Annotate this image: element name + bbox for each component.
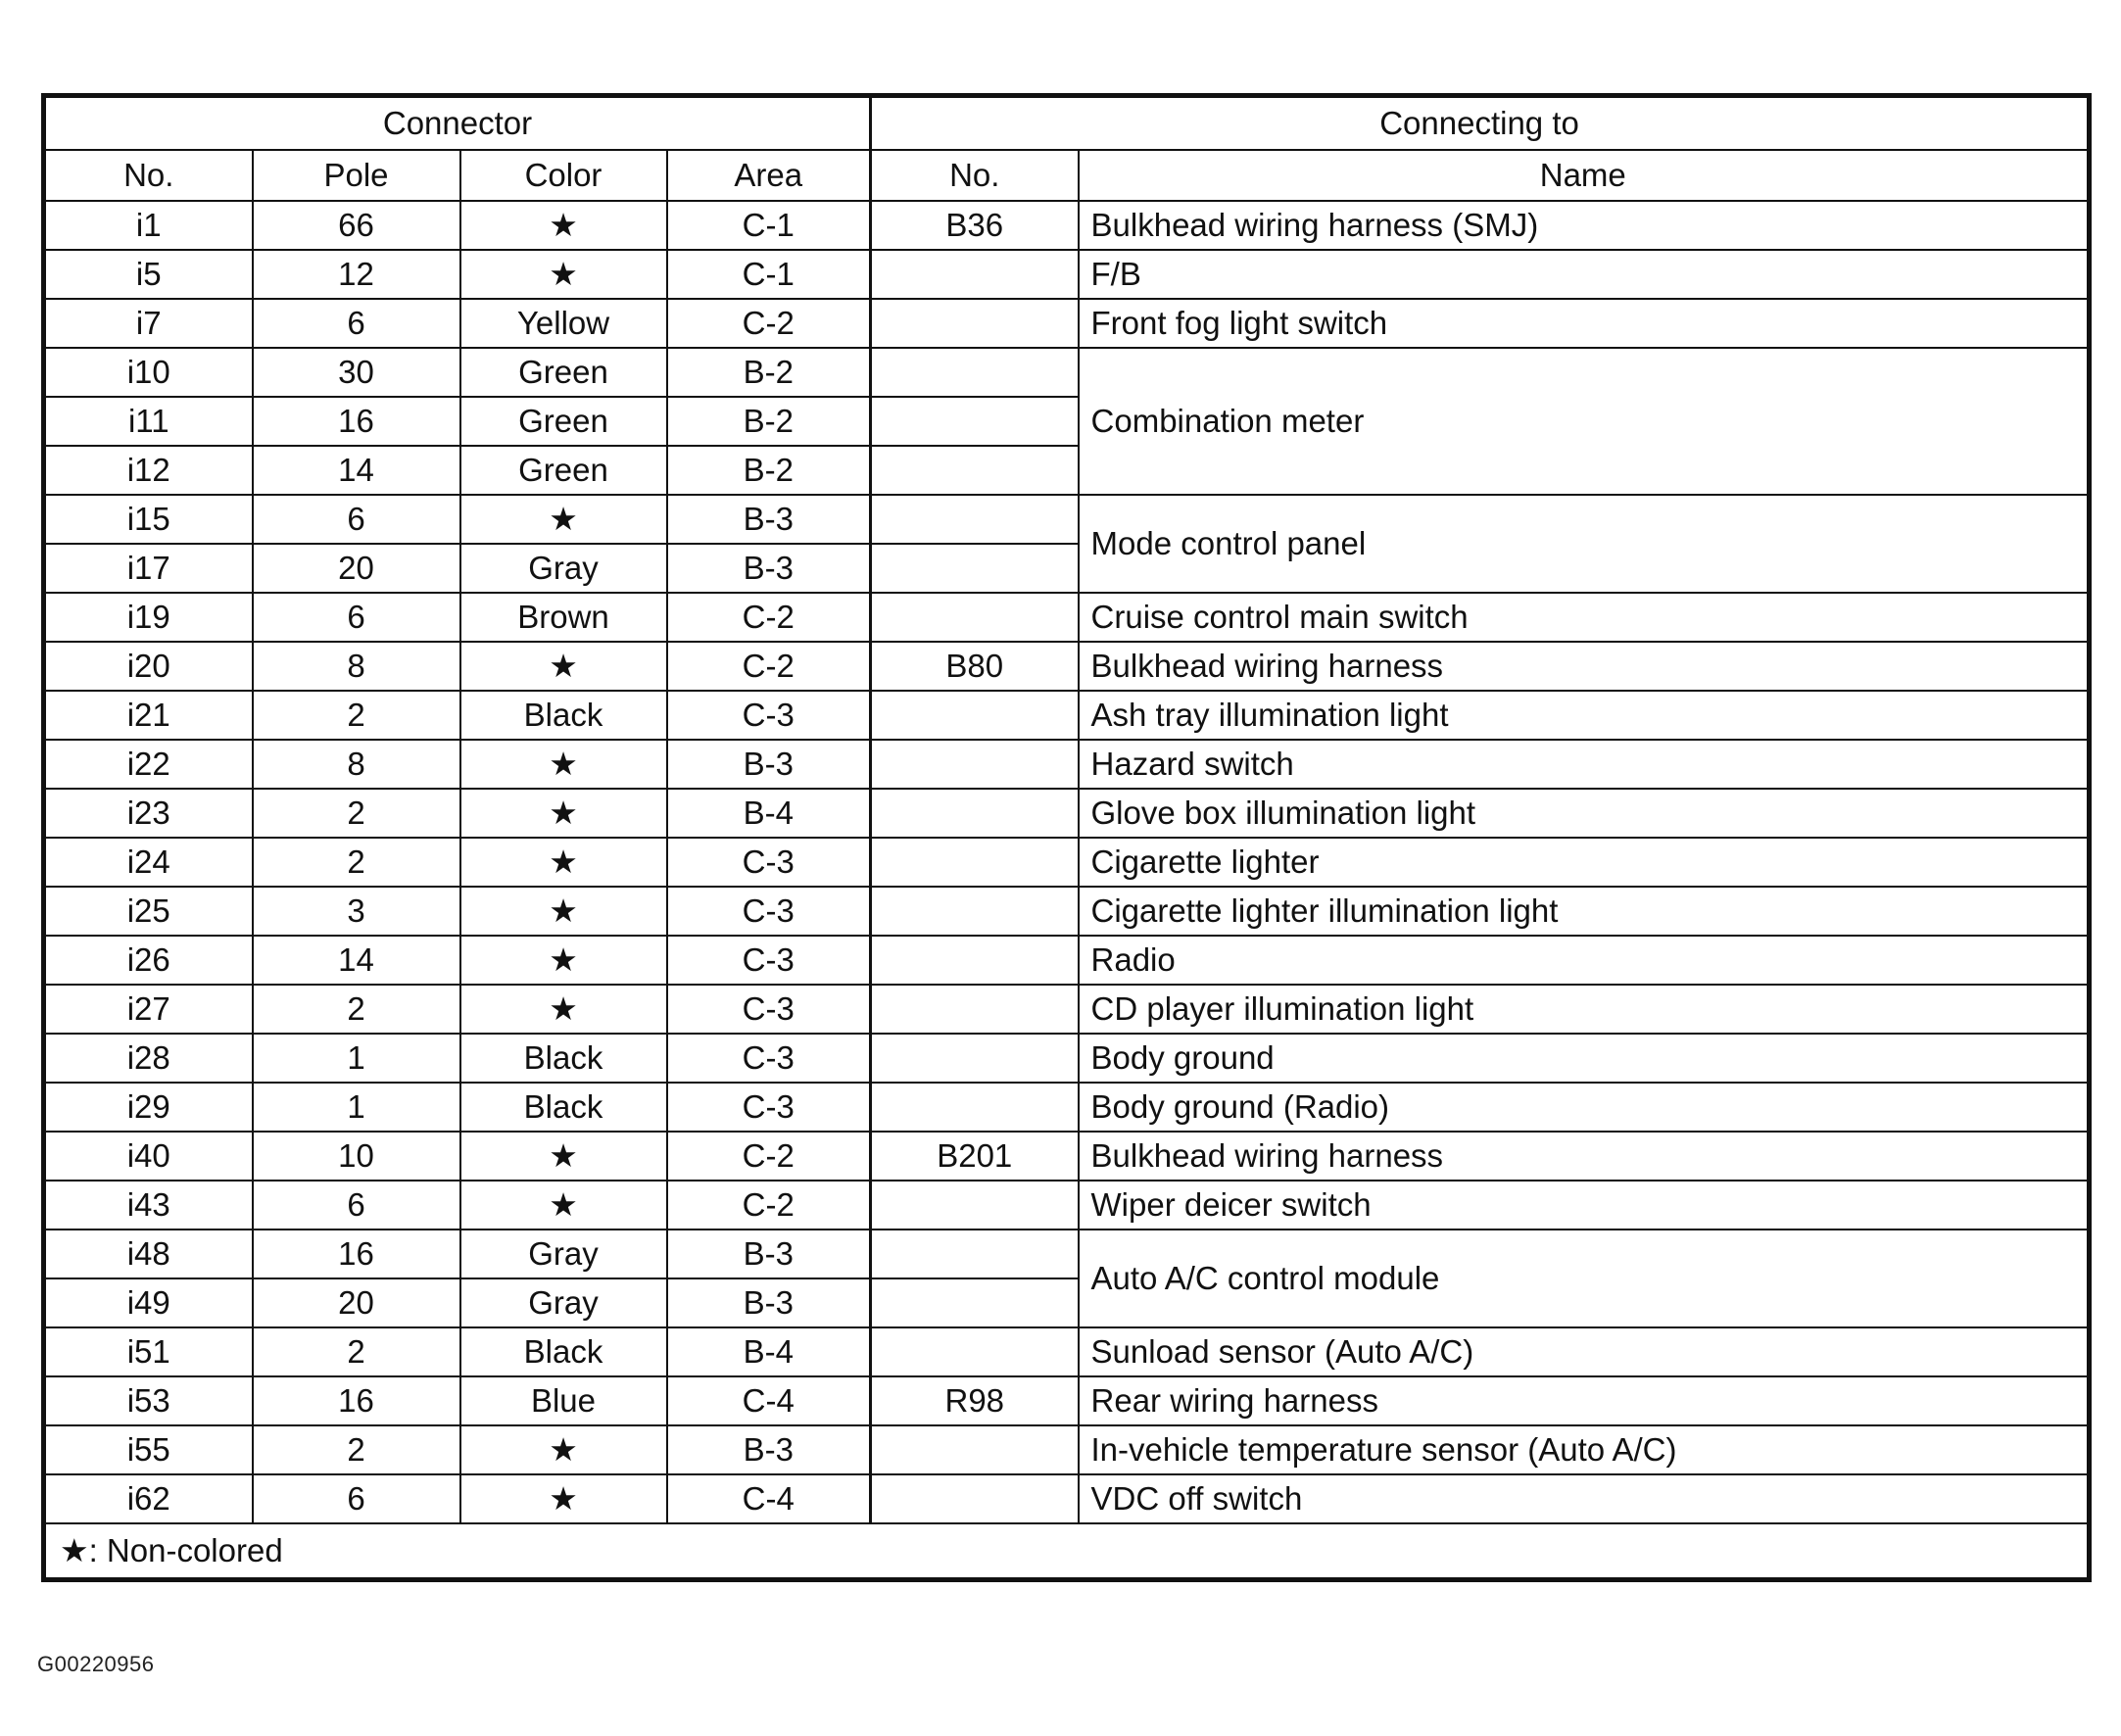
connecting-name-cell: In-vehicle temperature sensor (Auto A/C) xyxy=(1079,1425,2090,1474)
column-header-color: Color xyxy=(460,150,667,201)
column-header-pole: Pole xyxy=(253,150,460,201)
pole-cell: 14 xyxy=(253,936,460,985)
table-row xyxy=(44,985,2090,1034)
connector-no-cell: i15 xyxy=(44,495,253,544)
column-header-no: No. xyxy=(44,150,253,201)
connector-no-cell: i22 xyxy=(44,740,253,789)
area-cell: B-3 xyxy=(667,544,871,593)
connecting-no-cell xyxy=(871,740,1079,789)
pole-cell: 2 xyxy=(253,1425,460,1474)
connecting-name-cell: Combination meter xyxy=(1079,348,2090,495)
connector-no-cell: i10 xyxy=(44,348,253,397)
connector-no-cell: i11 xyxy=(44,397,253,446)
connecting-no-cell xyxy=(871,789,1079,838)
connecting-name-cell: VDC off switch xyxy=(1079,1474,2090,1523)
column-header-row xyxy=(44,150,2090,201)
area-cell: B-3 xyxy=(667,1230,871,1278)
area-cell: B-2 xyxy=(667,397,871,446)
table-row xyxy=(44,1327,2090,1376)
connecting-name-cell: Cigarette lighter xyxy=(1079,838,2090,887)
connector-no-cell: i21 xyxy=(44,691,253,740)
pole-cell: 2 xyxy=(253,1327,460,1376)
connecting-name-cell: Body ground (Radio) xyxy=(1079,1083,2090,1132)
color-cell: Gray xyxy=(460,544,667,593)
pole-cell: 2 xyxy=(253,838,460,887)
connector-no-cell: i1 xyxy=(44,201,253,250)
pole-cell: 6 xyxy=(253,1181,460,1230)
color-cell: Black xyxy=(460,1327,667,1376)
legend-row xyxy=(44,1523,2090,1580)
connecting-no-cell xyxy=(871,397,1079,446)
color-cell: Black xyxy=(460,1034,667,1083)
area-cell: B-3 xyxy=(667,1278,871,1327)
connector-table xyxy=(41,93,2092,1582)
area-cell: C-3 xyxy=(667,1034,871,1083)
pole-cell: 20 xyxy=(253,1278,460,1327)
pole-cell: 8 xyxy=(253,740,460,789)
connecting-no-cell xyxy=(871,348,1079,397)
area-cell: C-4 xyxy=(667,1474,871,1523)
pole-cell: 12 xyxy=(253,250,460,299)
connector-no-cell: i25 xyxy=(44,887,253,936)
table-row xyxy=(44,1230,2090,1278)
connector-no-cell: i17 xyxy=(44,544,253,593)
table-row xyxy=(44,1474,2090,1523)
connecting-name-cell: Bulkhead wiring harness (SMJ) xyxy=(1079,201,2090,250)
connector-no-cell: i43 xyxy=(44,1181,253,1230)
connecting-no-cell xyxy=(871,1083,1079,1132)
pole-cell: 16 xyxy=(253,1376,460,1425)
color-cell: ★ xyxy=(460,789,667,838)
pole-cell: 1 xyxy=(253,1034,460,1083)
connector-no-cell: i20 xyxy=(44,642,253,691)
connecting-no-cell xyxy=(871,1474,1079,1523)
color-cell: ★ xyxy=(460,936,667,985)
pole-cell: 20 xyxy=(253,544,460,593)
table-row xyxy=(44,201,2090,250)
connector-no-cell: i26 xyxy=(44,936,253,985)
color-cell: ★ xyxy=(460,838,667,887)
connector-group-header: Connector xyxy=(44,96,871,151)
connecting-no-cell xyxy=(871,936,1079,985)
pole-cell: 16 xyxy=(253,1230,460,1278)
pole-cell: 30 xyxy=(253,348,460,397)
area-cell: C-3 xyxy=(667,985,871,1034)
color-cell: Green xyxy=(460,348,667,397)
connecting-name-cell: Bulkhead wiring harness xyxy=(1079,642,2090,691)
column-header-connecting-no: No. xyxy=(871,150,1079,201)
color-cell: Gray xyxy=(460,1230,667,1278)
connecting-name-cell: Cruise control main switch xyxy=(1079,593,2090,642)
table-row xyxy=(44,495,2090,544)
connector-no-cell: i48 xyxy=(44,1230,253,1278)
pole-cell: 6 xyxy=(253,1474,460,1523)
connector-no-cell: i29 xyxy=(44,1083,253,1132)
color-cell: ★ xyxy=(460,250,667,299)
area-cell: C-3 xyxy=(667,887,871,936)
color-cell: Green xyxy=(460,397,667,446)
area-cell: C-3 xyxy=(667,691,871,740)
table-row xyxy=(44,1132,2090,1181)
connecting-no-cell xyxy=(871,1230,1079,1278)
area-cell: B-2 xyxy=(667,446,871,495)
document-id: G00220956 xyxy=(37,1652,155,1676)
area-cell: B-3 xyxy=(667,495,871,544)
area-cell: C-2 xyxy=(667,1181,871,1230)
non-colored-legend: ★: Non-colored xyxy=(44,1523,2090,1580)
connector-no-cell: i23 xyxy=(44,789,253,838)
area-cell: B-3 xyxy=(667,740,871,789)
connecting-name-cell: Bulkhead wiring harness xyxy=(1079,1132,2090,1181)
table-row xyxy=(44,887,2090,936)
table-row xyxy=(44,642,2090,691)
table-row xyxy=(44,348,2090,397)
table-row xyxy=(44,1181,2090,1230)
table-row xyxy=(44,1376,2090,1425)
pole-cell: 6 xyxy=(253,495,460,544)
color-cell: Brown xyxy=(460,593,667,642)
pole-cell: 16 xyxy=(253,397,460,446)
table-row xyxy=(44,1034,2090,1083)
connecting-name-cell: CD player illumination light xyxy=(1079,985,2090,1034)
connecting-no-cell: R98 xyxy=(871,1376,1079,1425)
area-cell: C-2 xyxy=(667,1132,871,1181)
connector-no-cell: i49 xyxy=(44,1278,253,1327)
connecting-name-cell: Cigarette lighter illumination light xyxy=(1079,887,2090,936)
color-cell: ★ xyxy=(460,887,667,936)
area-cell: C-1 xyxy=(667,250,871,299)
connector-no-cell: i28 xyxy=(44,1034,253,1083)
color-cell: Green xyxy=(460,446,667,495)
area-cell: C-1 xyxy=(667,201,871,250)
pole-cell: 2 xyxy=(253,985,460,1034)
connector-no-cell: i12 xyxy=(44,446,253,495)
table-row xyxy=(44,250,2090,299)
color-cell: Gray xyxy=(460,1278,667,1327)
connecting-name-cell: Auto A/C control module xyxy=(1079,1230,2090,1327)
connecting-no-cell xyxy=(871,495,1079,544)
group-header-row xyxy=(44,96,2090,151)
connector-no-cell: i62 xyxy=(44,1474,253,1523)
pole-cell: 1 xyxy=(253,1083,460,1132)
table-row xyxy=(44,740,2090,789)
table-row xyxy=(44,593,2090,642)
connector-no-cell: i40 xyxy=(44,1132,253,1181)
connecting-to-group-header: Connecting to xyxy=(871,96,2090,151)
connector-no-cell: i27 xyxy=(44,985,253,1034)
area-cell: C-2 xyxy=(667,642,871,691)
table-row xyxy=(44,691,2090,740)
pole-cell: 2 xyxy=(253,789,460,838)
area-cell: C-3 xyxy=(667,936,871,985)
connecting-name-cell: F/B xyxy=(1079,250,2090,299)
color-cell: ★ xyxy=(460,1181,667,1230)
connecting-no-cell: B36 xyxy=(871,201,1079,250)
connecting-no-cell xyxy=(871,544,1079,593)
connector-no-cell: i51 xyxy=(44,1327,253,1376)
pole-cell: 2 xyxy=(253,691,460,740)
pole-cell: 10 xyxy=(253,1132,460,1181)
connecting-name-cell: Radio xyxy=(1079,936,2090,985)
pole-cell: 6 xyxy=(253,299,460,348)
area-cell: B-3 xyxy=(667,1425,871,1474)
area-cell: C-4 xyxy=(667,1376,871,1425)
connecting-name-cell: Body ground xyxy=(1079,1034,2090,1083)
connector-no-cell: i7 xyxy=(44,299,253,348)
area-cell: B-4 xyxy=(667,1327,871,1376)
connecting-no-cell xyxy=(871,838,1079,887)
connecting-name-cell: Hazard switch xyxy=(1079,740,2090,789)
area-cell: C-3 xyxy=(667,1083,871,1132)
color-cell: ★ xyxy=(460,642,667,691)
connecting-name-cell: Sunload sensor (Auto A/C) xyxy=(1079,1327,2090,1376)
connecting-no-cell: B201 xyxy=(871,1132,1079,1181)
connecting-name-cell: Ash tray illumination light xyxy=(1079,691,2090,740)
connecting-no-cell xyxy=(871,250,1079,299)
pole-cell: 3 xyxy=(253,887,460,936)
pole-cell: 14 xyxy=(253,446,460,495)
connector-no-cell: i24 xyxy=(44,838,253,887)
area-cell: C-3 xyxy=(667,838,871,887)
column-header-name: Name xyxy=(1079,150,2090,201)
connecting-no-cell xyxy=(871,1425,1079,1474)
pole-cell: 66 xyxy=(253,201,460,250)
connecting-no-cell: B80 xyxy=(871,642,1079,691)
color-cell: ★ xyxy=(460,495,667,544)
connecting-no-cell xyxy=(871,299,1079,348)
connecting-no-cell xyxy=(871,691,1079,740)
color-cell: ★ xyxy=(460,985,667,1034)
connecting-name-cell: Front fog light switch xyxy=(1079,299,2090,348)
table-row xyxy=(44,789,2090,838)
area-cell: B-4 xyxy=(667,789,871,838)
table-row xyxy=(44,1425,2090,1474)
pole-cell: 8 xyxy=(253,642,460,691)
color-cell: Yellow xyxy=(460,299,667,348)
color-cell: ★ xyxy=(460,740,667,789)
color-cell: ★ xyxy=(460,1132,667,1181)
area-cell: B-2 xyxy=(667,348,871,397)
connector-no-cell: i55 xyxy=(44,1425,253,1474)
connector-no-cell: i53 xyxy=(44,1376,253,1425)
color-cell: ★ xyxy=(460,1474,667,1523)
color-cell: ★ xyxy=(460,1425,667,1474)
connecting-no-cell xyxy=(871,985,1079,1034)
table-row xyxy=(44,838,2090,887)
connecting-name-cell: Rear wiring harness xyxy=(1079,1376,2090,1425)
connecting-no-cell xyxy=(871,593,1079,642)
connecting-no-cell xyxy=(871,446,1079,495)
table-row xyxy=(44,1083,2090,1132)
connecting-name-cell: Wiper deicer switch xyxy=(1079,1181,2090,1230)
connecting-name-cell: Mode control panel xyxy=(1079,495,2090,593)
area-cell: C-2 xyxy=(667,593,871,642)
area-cell: C-2 xyxy=(667,299,871,348)
connecting-name-cell: Glove box illumination light xyxy=(1079,789,2090,838)
pole-cell: 6 xyxy=(253,593,460,642)
connector-no-cell: i5 xyxy=(44,250,253,299)
connecting-no-cell xyxy=(871,1278,1079,1327)
connector-no-cell: i19 xyxy=(44,593,253,642)
connecting-no-cell xyxy=(871,1034,1079,1083)
table-row xyxy=(44,299,2090,348)
connecting-no-cell xyxy=(871,1327,1079,1376)
connector-table-sheet xyxy=(41,93,2087,1582)
table-row xyxy=(44,936,2090,985)
color-cell: Black xyxy=(460,691,667,740)
connecting-no-cell xyxy=(871,887,1079,936)
connecting-no-cell xyxy=(871,1181,1079,1230)
column-header-area: Area xyxy=(667,150,871,201)
color-cell: Blue xyxy=(460,1376,667,1425)
color-cell: ★ xyxy=(460,201,667,250)
color-cell: Black xyxy=(460,1083,667,1132)
